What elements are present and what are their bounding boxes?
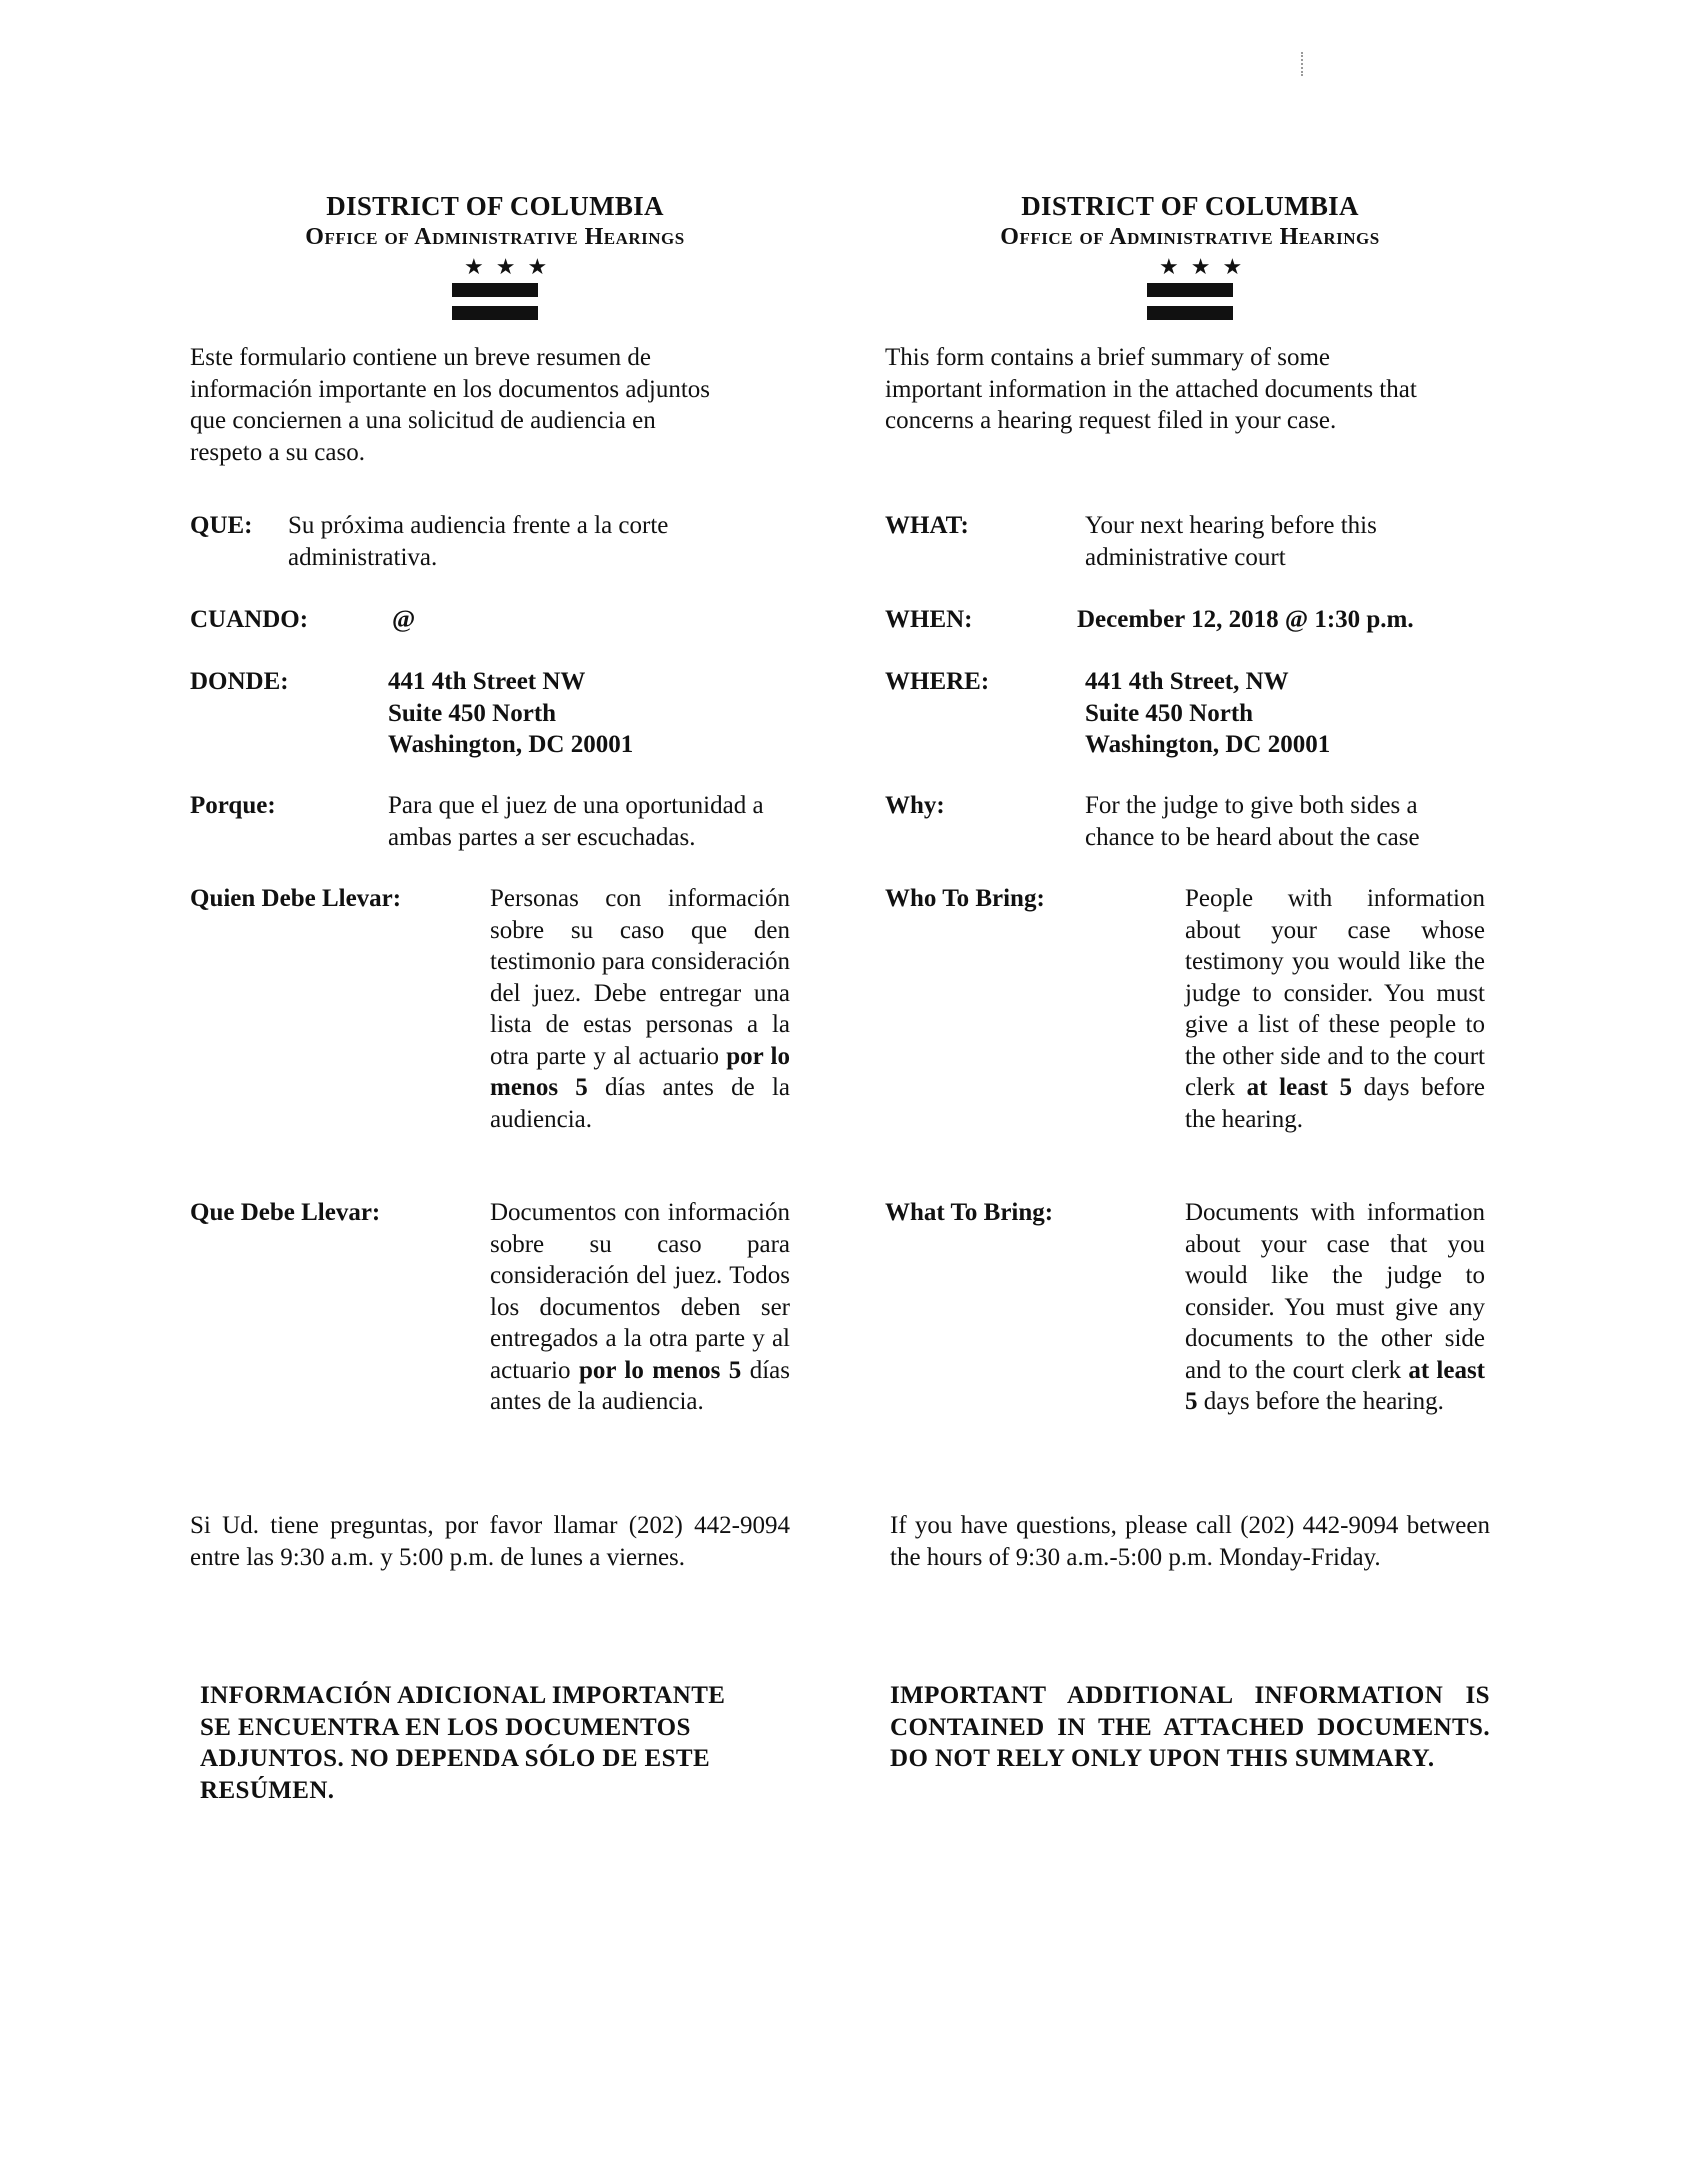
where-label: WHERE: <box>885 668 990 695</box>
porque-value: Para que el juez de una oportunidad a ambas partes a ser escuchadas. <box>388 792 764 851</box>
header-title: DISTRICT OF COLUMBIA <box>326 191 664 221</box>
donde-label: DONDE: <box>190 668 289 695</box>
what-bring-label: What To Bring: <box>885 1199 1054 1226</box>
que-value: Su próxima audiencia frente a la corte administrativa. <box>288 512 669 571</box>
who-value: People with information about your case whose testimony you would like the judge to consider. You must give a list of these people to the other side and to the court clerk at least 5 days before the hearing. <box>1185 885 1485 1133</box>
what-value: Your next hearing before this administrative court <box>1085 512 1377 571</box>
dc-flag-icon: ★★★ <box>1147 256 1233 322</box>
when-value: December 12, 2018 @ 1:30 p.m. <box>1077 606 1414 633</box>
what-bring-value: Documents with information about your case that you would like the judge to consider. You must give any documents to the other side and to the court clerk at least 5 days before the hearing. <box>1185 1199 1486 1415</box>
why-label: Why: <box>885 792 945 819</box>
address-line: Washington, DC 20001 <box>1085 731 1331 758</box>
header-office: Office of Administrative Hearings <box>305 224 685 250</box>
cuando-value: @ <box>392 606 416 633</box>
que-llevar-label: Que Debe Llevar: <box>190 1199 381 1226</box>
english-column <box>885 190 1495 1772</box>
header-office: Office of Administrative Hearings <box>1000 224 1380 250</box>
intro-paragraph: Este formulario contiene un breve resumen de información importante en los documentos adjuntos que conciernen a una solicitud de audiencia en respeto a su caso. <box>190 344 711 466</box>
address-line: Suite 450 North <box>1085 699 1254 727</box>
quien-label: Quien Debe Llevar: <box>190 885 402 912</box>
who-label: Who To Bring: <box>885 885 1045 912</box>
address-line: 441 4th Street, NW <box>1085 668 1289 695</box>
scan-mark <box>1301 52 1305 76</box>
intro-paragraph: This form contains a brief summary of some important information in the attached documents that concerns a hearing request filed in your case. <box>885 344 1417 434</box>
english-header <box>885 190 1495 322</box>
spanish-header <box>190 190 800 322</box>
why-value: For the judge to give both sides a chance to be heard about the case <box>1085 792 1420 851</box>
address-line: 441 4th Street NW <box>388 668 586 695</box>
donde-address <box>388 666 633 761</box>
porque-label: Porque: <box>190 792 276 819</box>
what-label: WHAT: <box>885 512 969 539</box>
header-title: DISTRICT OF COLUMBIA <box>1021 191 1359 221</box>
address-line: Washington, DC 20001 <box>388 731 634 758</box>
quien-value: Personas con información sobre su caso que den testimonio para consideración del juez. Debe entregar una lista de estas personas a la otra parte y al actuario por lo menos 5 días antes de la audiencia. <box>490 885 790 1133</box>
address-line: Suite 450 North <box>388 699 557 727</box>
questions-paragraph: Si Ud. tiene preguntas, por favor llamar (202) 442-9094 entre las 9:30 a.m. y 5:00 p.m. de lunes a viernes. <box>190 1512 790 1571</box>
cuando-label: CUANDO: <box>190 606 309 633</box>
que-label: QUE: <box>190 512 253 539</box>
footer-notice: IMPORTANT ADDITIONAL INFORMATION IS CONTAINED IN THE ATTACHED DOCUMENTS. DO NOT RELY ONLY UPON THIS SUMMARY. <box>890 1682 1490 1772</box>
when-label: WHEN: <box>885 606 973 633</box>
footer-notice: INFORMACIÓN ADICIONAL IMPORTANTE SE ENCUENTRA EN LOS DOCUMENTOS ADJUNTOS. NO DEPENDA SÓLO DE ESTE RESÚMEN. <box>200 1682 726 1804</box>
que-llevar-value: Documentos con información sobre su caso para consideración del juez. Todos los documentos deben ser entregados a la otra parte y al actuario por lo menos 5 días antes de la audiencia. <box>490 1199 790 1415</box>
where-address <box>1085 666 1330 761</box>
questions-paragraph: If you have questions, please call (202) 442-9094 between the hours of 9:30 a.m.-5:00 p.m. Monday-Friday. <box>890 1512 1490 1571</box>
dc-flag-icon: ★★★ <box>452 256 538 322</box>
spanish-column <box>190 190 800 1804</box>
